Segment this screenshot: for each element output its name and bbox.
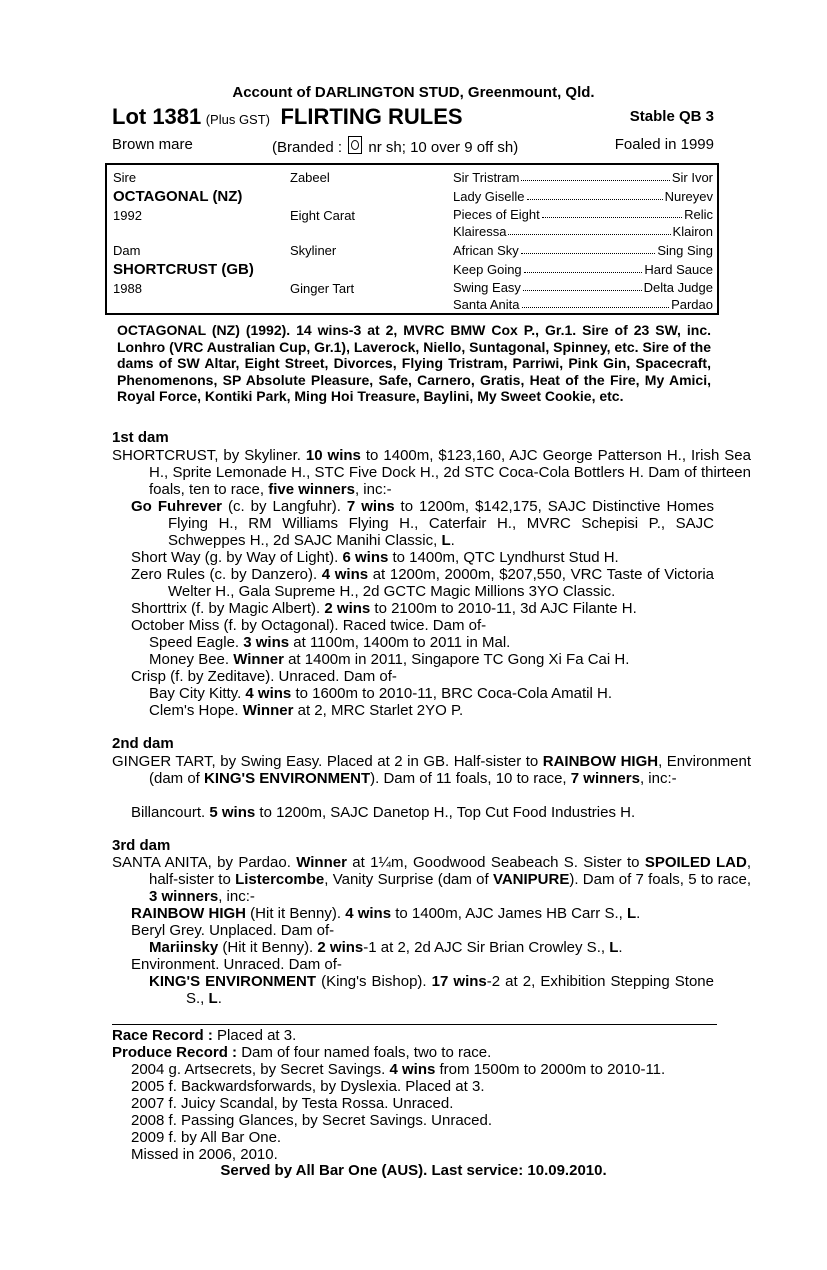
dam-name: SHORTCRUST (GB)	[113, 261, 254, 278]
lot-header	[112, 104, 714, 130]
horse-name: FLIRTING RULES	[280, 104, 463, 129]
progeny-entry: Mariinsky (Hit it Benny). 2 wins-1 at 2, 2d AJC Sir Brian Crowley S., L.	[149, 939, 623, 956]
sire-name: OCTAGONAL (NZ)	[113, 188, 243, 205]
gen3-right: Sing Sing	[657, 243, 713, 258]
dam-sire: Skyliner	[290, 243, 337, 258]
race-record: Race Record : Placed at 3.	[112, 1027, 297, 1044]
produce-entry: 2009 f. by All Bar One.	[131, 1129, 282, 1146]
third-dam-heading: 3rd dam	[112, 837, 171, 854]
progeny-entry: October Miss (f. by Octagonal). Raced twice. Dam of-	[131, 617, 487, 634]
dam-label: Dam	[113, 243, 141, 258]
progeny-entry: Clem's Hope. Winner at 2, MRC Starlet 2YO P.	[149, 702, 464, 719]
progeny-entry: Crisp (f. by Zeditave). Unraced. Dam of-	[131, 668, 397, 685]
gen3-left: Lady Giselle	[453, 189, 525, 204]
account-line: Account of DARLINGTON STUD, Greenmount, Qld.	[232, 84, 595, 101]
description-line	[112, 136, 714, 156]
gen3-row	[453, 262, 713, 277]
dam-year: 1988	[113, 281, 142, 296]
sire-label: Sire	[113, 170, 137, 185]
plus-gst: (Plus GST)	[205, 112, 271, 127]
progeny-entry: Bay City Kitty. 4 wins to 1600m to 2010-11, BRC Coca-Cola Amatil H.	[149, 685, 612, 702]
progeny-entry: KING'S ENVIRONMENT (King's Bishop). 17 wins-2 at 2, Exhibition Stepping Stone S., L.	[149, 973, 714, 1007]
produce-entry: Missed in 2006, 2010.	[131, 1146, 278, 1163]
produce-entry: 2007 f. Juicy Scandal, by Testa Rossa. Unraced.	[131, 1095, 454, 1112]
first-dam-heading: 1st dam	[112, 429, 169, 446]
gen3-row	[453, 243, 713, 258]
gen3-right: Relic	[684, 207, 713, 222]
progeny-entry: Beryl Grey. Unplaced. Dam of-	[131, 922, 335, 939]
second-dam-heading: 2nd dam	[112, 735, 174, 752]
gen3-left: Klairessa	[453, 224, 507, 239]
produce-entry: 2008 f. Passing Glances, by Secret Savings. Unraced.	[131, 1112, 493, 1129]
gen3-right: Pardao	[671, 297, 713, 312]
gen3-row	[453, 280, 713, 295]
gen3-right: Nureyev	[664, 189, 713, 204]
divider	[112, 1024, 717, 1025]
second-dam-entry: GINGER TART, by Swing Easy. Placed at 2 in GB. Half-sister to RAINBOW HIGH, Environment (dam of KING'S ENVIRONMENT). Dam of 11 foals, 10 to race, 7 winners, inc:-	[112, 753, 751, 787]
horse-description: Brown mare	[112, 136, 193, 153]
gen3-left: Keep Going	[453, 262, 522, 277]
progeny-entry: Short Way (g. by Way of Light). 6 wins to 1400m, QTC Lyndhurst Stud H.	[131, 549, 619, 566]
progeny-entry: RAINBOW HIGH (Hit it Benny). 4 wins to 1400m, AJC James HB Carr S., L.	[131, 905, 641, 922]
gen3-row	[453, 224, 713, 239]
progeny-entry: Zero Rules (c. by Danzero). 4 wins at 1200m, 2000m, $207,550, VRC Taste of Victoria Welter H., Gala Supreme H., 2d GCTC Magic Millions 3YO Classic.	[131, 566, 714, 600]
gen3-right: Hard Sauce	[644, 262, 713, 277]
produce-entry: 2005 f. Backwardsforwards, by Dyslexia. Placed at 3.	[131, 1078, 485, 1095]
gen3-row	[453, 170, 713, 185]
sire-summary: OCTAGONAL (NZ) (1992). 14 wins-3 at 2, MVRC BMW Cox P., Gr.1. Sire of 23 SW, inc. Lonhro (VRC Australian Cup, Gr.1), Laverock, Niello, Suntagonal, Spinney, etc. Sire of the dams of SW Altar, Eight Street, Divorces, Flying Tristram, Parriwi, Pink Gin, Spacecraft, Phenomenons, SP Absolute Pleasure, Safe, Carnero, Gratis, Heat of the Fire, My Amici, Royal Force, Kontiki Park, Ming Hoi Treasure, Baylini, My Sweet Cookie, etc.	[117, 322, 711, 404]
progeny-entry: Money Bee. Winner at 1400m in 2011, Singapore TC Gong Xi Fa Cai H.	[149, 651, 630, 668]
gen3-row	[453, 189, 713, 204]
progeny-entry: Billancourt. 5 wins to 1200m, SAJC Danetop H., Top Cut Food Industries H.	[131, 804, 636, 821]
lot-number: Lot 1381	[112, 104, 202, 129]
progeny-entry: Environment. Unraced. Dam of-	[131, 956, 342, 973]
first-dam-entry: SHORTCRUST, by Skyliner. 10 wins to 1400m, $123,160, AJC George Patterson H., Irish Sea H., Sprite Lemonade H., STC Five Dock H., 2d STC Coca-Cola Bottlers H. Dam of thirteen foals, ten to race, five winners, inc:-	[112, 447, 751, 498]
served-line: Served by All Bar One (AUS). Last service: 10.09.2010.	[220, 1162, 607, 1179]
gen3-row	[453, 207, 713, 222]
sire-year: 1992	[113, 208, 142, 223]
progeny-entry: Shorttrix (f. by Magic Albert). 2 wins to 2100m to 2010-11, 3d AJC Filante H.	[131, 600, 637, 617]
stable: Stable QB 3	[629, 108, 714, 125]
produce-record: Produce Record : Dam of four named foals, two to race.	[112, 1044, 492, 1061]
gen3-left: Sir Tristram	[453, 170, 520, 185]
produce-entry: 2004 g. Artsecrets, by Secret Savings. 4 wins from 1500m to 2000m to 2010-11.	[131, 1061, 666, 1078]
foaled: Foaled in 1999	[614, 136, 714, 153]
sire-dam: Eight Carat	[290, 208, 356, 223]
gen3-left: Pieces of Eight	[453, 207, 540, 222]
third-dam-entry: SANTA ANITA, by Pardao. Winner at 1¼m, Goodwood Seabeach S. Sister to SPOILED LAD, half-sister to Listercombe, Vanity Surprise (dam of VANIPURE). Dam of 7 foals, 5 to race, 3 winners, inc:-	[112, 854, 751, 905]
gen3-left: African Sky	[453, 243, 519, 258]
gen3-right: Klairon	[672, 224, 713, 239]
brand-info	[272, 136, 518, 156]
gen3-right: Delta Judge	[643, 280, 713, 295]
brand-mark-icon	[348, 136, 362, 154]
sire-sire: Zabeel	[290, 170, 330, 185]
progeny-entry: Speed Eagle. 3 wins at 1100m, 1400m to 2011 in Mal.	[149, 634, 511, 651]
gen3-left: Santa Anita	[453, 297, 520, 312]
gen3-left: Swing Easy	[453, 280, 521, 295]
branded-prefix: (Branded :	[272, 139, 343, 156]
branded-suffix: nr sh; 10 over 9 off sh)	[368, 139, 519, 156]
gen3-right: Sir Ivor	[671, 170, 713, 185]
pedigree-box	[105, 163, 719, 315]
dam-dam: Ginger Tart	[290, 281, 355, 296]
progeny-entry: Go Fuhrever (c. by Langfuhr). 7 wins to 1200m, $142,175, SAJC Distinctive Homes Flying H., RM Williams Flying H., Caterfair H., MVRC Schepisi P., SAJC Schweppes H., 2d SAJC Manihi Classic, L.	[131, 498, 714, 549]
gen3-row	[453, 297, 713, 312]
